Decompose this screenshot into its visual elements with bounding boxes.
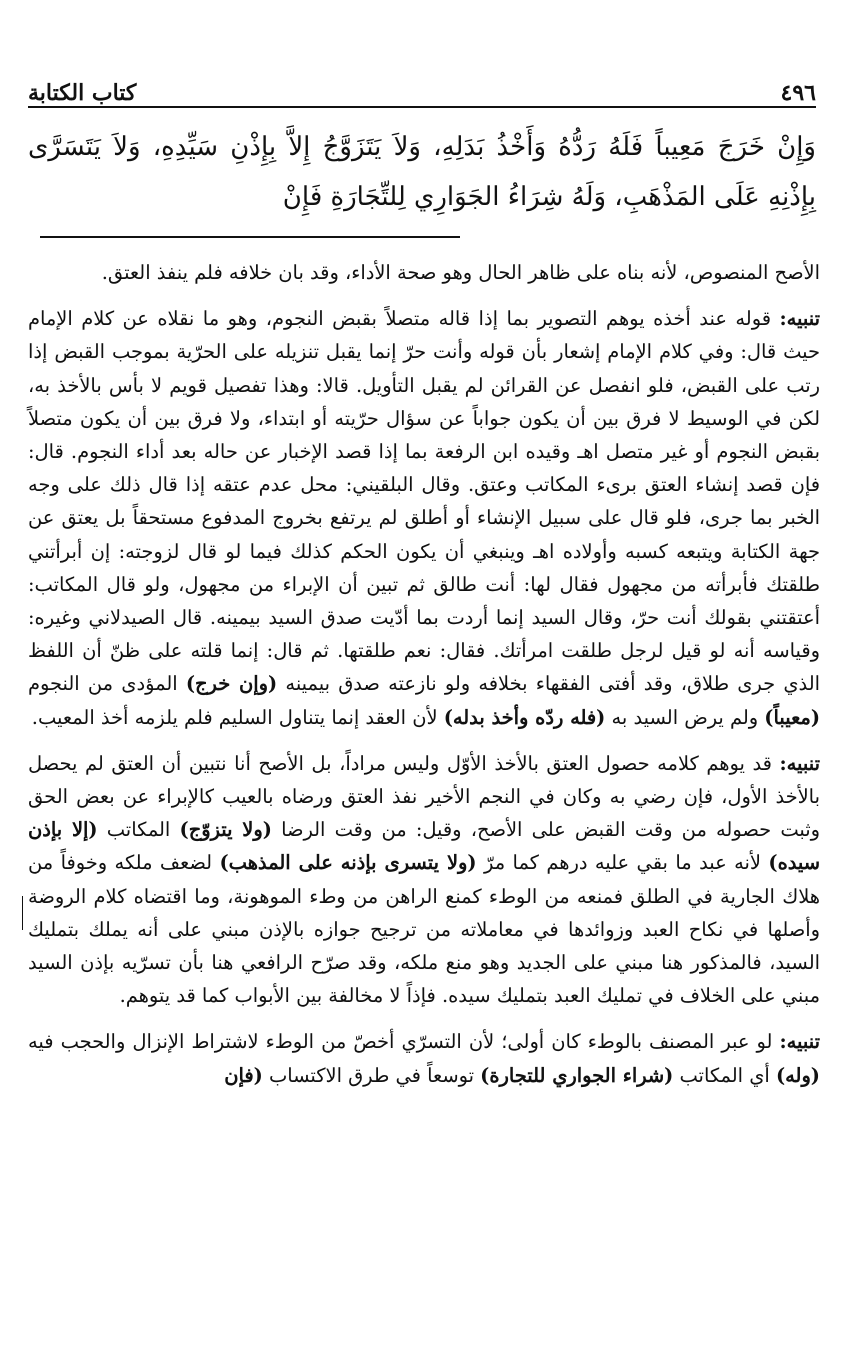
paragraph-4-text: لو عبر المصنف بالوطء كان أولى؛ لأن التسرّي أخصّ من الوطء لاشتراط الإنزال والحجب فيه — [28, 1030, 780, 1054]
paragraph-3-text: المكاتب — [97, 818, 180, 842]
quote: (ولا يتسرى بإذنه على المذهب) — [219, 851, 477, 875]
note-label: تنبيه: — [779, 307, 820, 331]
paragraph-2-text: المؤدى من النجوم — [28, 672, 186, 696]
note-label: تنبيه: — [779, 1030, 820, 1054]
paragraph-3-text: لأنه عبد ما بقي عليه درهم كما مرّ — [476, 851, 769, 875]
page-header — [28, 66, 816, 106]
paragraph-3-text: لضعف ملكه وخوفاً من هلاك الجارية في الطلق فمنعه من الوطء كمنع الراهن من وطء الموهونة، وما اقتضاه كلام الروضة وأصلها في نكاح العبد وزوائدها في معاملاته من ترجيح جوازه بالإذن مبني على أنه يملك بتمليك السيد، فالمذكور هنا مبني على الجديد وهو منع ملكه، وقد صرّح الرافعي هنا بأن تسرّيه بإذن السيد مبني على الخلاف في تمليك العبد بتمليك سيده. فإذاً لا مخالفة بين الأبواب كما قد يتوهم. — [28, 851, 820, 1008]
header-divider — [28, 106, 816, 108]
quote: (وإن خرج) — [185, 672, 278, 696]
quote: (فله ردّه وأخذ بدله) — [443, 705, 606, 729]
matn-divider — [40, 236, 460, 238]
quote: (ولا يتزوّج) — [179, 818, 272, 842]
paragraph-2-text: ولم يرض السيد به — [605, 705, 765, 729]
note-label: تنبيه: — [779, 751, 820, 775]
paragraph-2-text: قوله عند أخذه يوهم التصوير بما إذا قاله متصلاً بقبض النجوم، وهو ما نقلاه عن كلام الإمام حيث قال: وفي كلام الإمام إشعار بأن قوله وأنت حرّ إنما يقبل تنزيله على الحرّية بموجب القبض إذا رتب على القبض، فلو انفصل عن القرائن لم يقبل التأويل. قالا: وهذا تفصيل قويم لا بأس بالأخذ به، لكن في الوسيط لا فرق بين أن يكون جواباً عن سؤال حرّيته أو ابتداء، ولا فرق بين أن يكون متصلاً بقبض النجوم أو غير متصل اهـ وقيده ابن الرفعة بما إذا قصد الإخبار عن حاله بعد أداء النجوم. قال: فإن قصد إنشاء العتق برىء المكاتب وعتق. وقال البلقيني: محل عدم عتقه إذا قال ذلك على وجه الخبر بما جرى، فلو قال على سبيل الإنشاء أو أطلق لم يرتفع بخروج المدفوع مستحقاً بل يعتق عن جهة الكتابة ويتبعه كسبه وأولاده اهـ وينبغي أن يكون الحكم كذلك فيما لو قال لزوجته: إن أبرأتني طلقتك فأبرأته من مجهول فقال لها: أنت طالق ثم تبين أن الإبراء من مجهول، ولو قال المكاتب: أعتقتني بقولك أنت حرّ، وقال السيد إنما أردت بما أدّيت صدق السيد بيمينه. قال الصيدلاني وغيره: وقياسه أنه لو قيل لرجل طلقت امرأتك. فقال: نعم طلقتها. ثم قال: إنما قلته على ظنّ أن اللفظ الذي جرى طلاق، وقد أفتى الفقهاء بخلافه ولو نازعته صدق بيمينه — [28, 307, 820, 696]
paragraph-3 — [28, 747, 820, 1013]
running-title: كتاب الكتابة — [28, 80, 137, 106]
page-number: ٤٩٦ — [780, 80, 816, 106]
quote: (إلا بإذن سيده) — [28, 818, 821, 875]
paragraph-4 — [28, 1025, 820, 1091]
paragraph-2-text: لأن العقد إنما يتناول السليم فلم يلزمه أخذ المعيب. — [31, 705, 444, 729]
quote: (شراء الجواري للتجارة) — [480, 1063, 674, 1087]
matn-text: وَإِنْ خَرَجَ مَعِيباً فَلَهُ رَدُّهُ وَأَخْذُ بَدَلِهِ، وَلاَ يَتَزَوَّجُ إِلاَّ بِإِذْنِ سَيِّدِهِ، وَلاَ يَتَسَرَّى بِإِذْنِهِ عَلَى المَذْهَبِ، وَلَهُ شِرَاءُ الجَوَارِي لِلتِّجَارَةِ فَإِنْ — [28, 132, 816, 212]
paragraph-4-text: أي المكاتب — [673, 1063, 776, 1087]
paragraph-1 — [28, 256, 820, 289]
margin-mark — [22, 896, 23, 930]
commentary — [28, 256, 820, 1105]
paragraph-3-text: قد يوهم كلامه حصول العتق بالأخذ الأوّل وليس مراداً، بل الأصح أنا نتبين أن العتق لم يحصل بالأخذ الأول، فإن رضي به وكان في النجم الأخير نفذ العتق ورضاه بالعيب كالإبراء عن بعض الحق وثبت حصوله من وقت القبض على الأصح، وقيل: من وقت الرضا — [28, 751, 820, 842]
paragraph-2 — [28, 302, 820, 734]
paragraph-1-text: الأصح المنصوص، لأنه بناه على ظاهر الحال وهو صحة الأداء، وقد بان خلافه فلم ينفذ العتق. — [101, 261, 820, 284]
quote: (معيباً) — [764, 705, 820, 729]
quote: (فإن — [224, 1063, 263, 1087]
quote: (وله) — [775, 1063, 820, 1087]
paragraph-4-text: توسعاً في طرق الاكتساب — [262, 1063, 481, 1087]
